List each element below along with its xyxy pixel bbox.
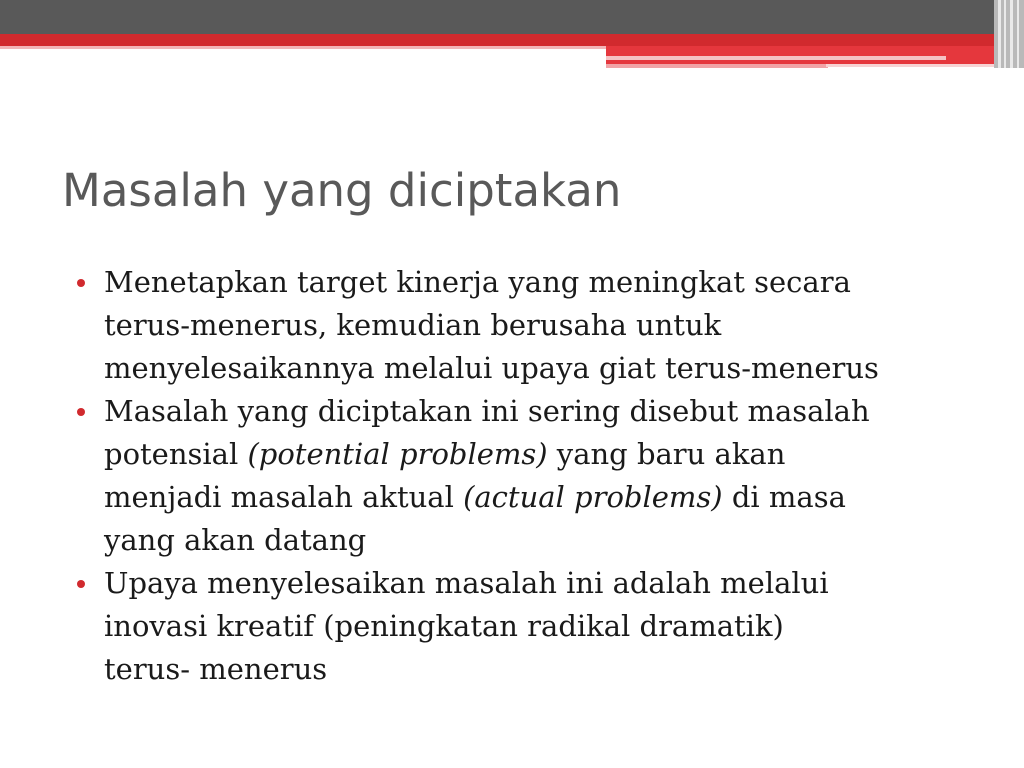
- bullet-line: yang akan datang: [104, 523, 367, 557]
- bullet-text: potensial: [104, 437, 248, 471]
- bullet-list: [76, 261, 976, 691]
- bullet-text: menjadi masalah aktual: [104, 480, 464, 514]
- bullet-line: terus- menerus: [104, 652, 328, 686]
- bullet-item: [76, 562, 976, 691]
- banner-red-stripe: [0, 34, 1024, 46]
- banner-right-strip: [994, 0, 1024, 68]
- bullet-item: [76, 261, 976, 390]
- bullet-line: Masalah yang diciptakan ini sering disebut masalah: [104, 394, 870, 428]
- banner-light-stripe: [0, 46, 606, 49]
- banner-strip-line: [1010, 0, 1013, 68]
- bullet-emphasis: (actual problems): [463, 480, 723, 514]
- bullet-dot-icon: [77, 408, 85, 416]
- bullet-item: [76, 390, 976, 562]
- bullet-emphasis: (potential problems): [247, 437, 548, 471]
- banner-strip-line: [998, 0, 1001, 68]
- bullet-line: menyelesaikannya melalui upaya giat terus-menerus: [104, 351, 879, 385]
- bullet-text: yang baru akan: [547, 437, 786, 471]
- bullet-line: Upaya menyelesaikan masalah ini adalah melalui: [104, 566, 829, 600]
- banner-tab-highlight: [606, 64, 828, 68]
- slide-title: Masalah yang diciptakan: [62, 164, 622, 217]
- bullet-line: Menetapkan target kinerja yang meningkat secara: [104, 265, 851, 299]
- bullet-text: di masa: [722, 480, 846, 514]
- banner-strip-line: [1017, 0, 1019, 68]
- bullet-line: terus-menerus, kemudian berusaha untuk: [104, 308, 722, 342]
- bullet-line: [104, 433, 976, 476]
- banner-tab-highlight: [606, 56, 946, 60]
- banner-strip-line: [1004, 0, 1006, 68]
- bullet-line: inovasi kreatif (peningkatan radikal dramatik): [104, 609, 784, 643]
- bullet-dot-icon: [77, 580, 85, 588]
- banner-dark-bar: [0, 0, 1024, 34]
- bullet-dot-icon: [77, 279, 85, 287]
- bullet-line: [104, 476, 976, 519]
- banner-tab-highlight: [826, 64, 1000, 67]
